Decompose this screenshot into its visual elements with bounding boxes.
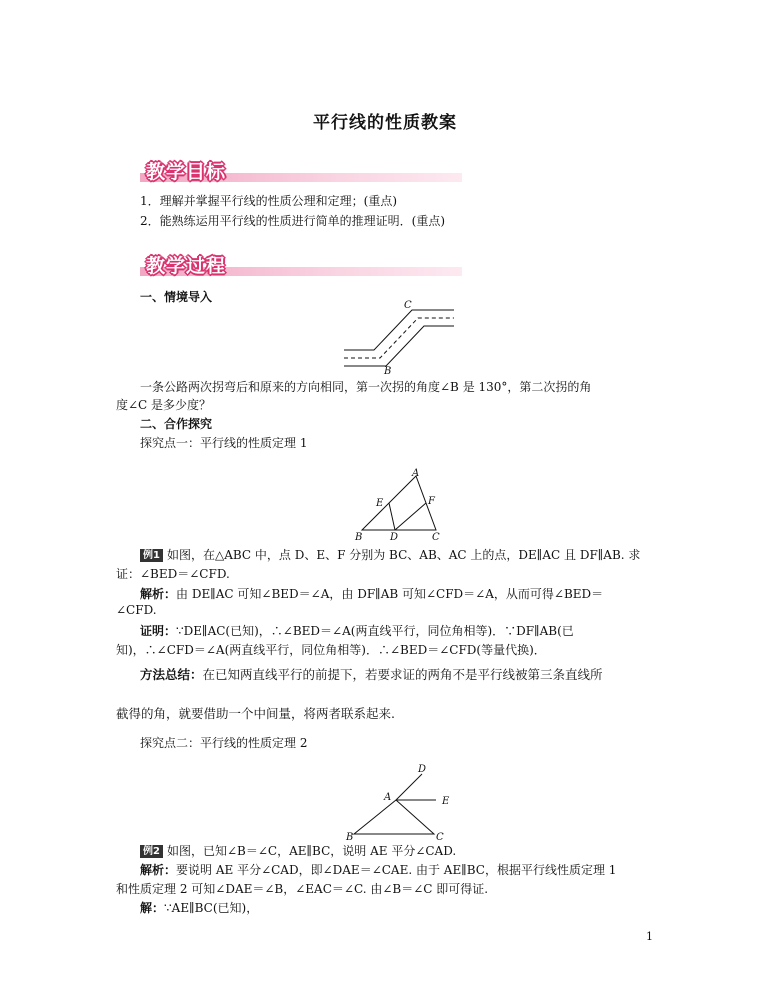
example2-analysis xyxy=(140,861,616,878)
label-c: C xyxy=(404,300,412,311)
proof-text: ∵DE∥AC(已知)，∴∠BED＝∠A(两直线平行，同位角相等)．∵DF∥AB(已 xyxy=(176,624,574,638)
solution-text: ∵AE∥BC(已知)， xyxy=(164,901,259,915)
explore-point-2: 探究点二：平行线的性质定理 2 xyxy=(140,736,308,750)
triangle-figure-1 xyxy=(350,466,450,544)
analysis-text: 由 DE∥AC 可知∠BED＝∠A，由 DF∥AB 可知∠CFD＝∠A，从而可得∠BED＝ xyxy=(176,587,604,601)
label-b: B xyxy=(346,832,354,842)
section-heading-label: 教学目标 xyxy=(146,161,227,183)
page-number: 1 xyxy=(646,930,653,943)
label-e: E xyxy=(442,796,450,807)
example1-analysis xyxy=(140,585,603,602)
explore-point-1: 探究点一：平行线的性质定理 1 xyxy=(140,436,308,450)
triangle-abc xyxy=(354,800,434,834)
example1-text: 如图，在△ABC 中，点 D、E、F 分别为 BC、AB、AC 上的点，DE∥AC 且 DF∥AB. 求 xyxy=(166,548,641,562)
part1-heading: 一、情境导入 xyxy=(140,290,213,304)
proof-label: 证明： xyxy=(140,624,177,638)
page-title: 平行线的性质教案 xyxy=(313,113,457,133)
section-heading-goals xyxy=(140,158,462,184)
label-a: A xyxy=(412,468,420,479)
method-text: 截得的角，就要借助一个中间量，将两者联系起来. xyxy=(116,706,395,721)
road-figure xyxy=(340,300,460,376)
analysis-text: 和性质定理 2 可知∠DAE＝∠B，∠EAC＝∠C. 由∠B＝∠C 即可得证. xyxy=(116,882,489,896)
example-tag: 例1 xyxy=(140,549,163,562)
label-d: D xyxy=(390,532,399,543)
label-a: A xyxy=(384,792,392,803)
triangle-abc xyxy=(362,476,436,530)
goal-item: 2．能熟练运用平行线的性质进行简单的推理证明．(重点) xyxy=(140,214,446,228)
part2-heading: 二、合作探究 xyxy=(140,417,213,431)
triangle-figure-2 xyxy=(340,762,460,842)
analysis-text: ∠CFD. xyxy=(116,603,157,617)
road-edge xyxy=(344,310,454,350)
example1-text: 证：∠BED＝∠CFD. xyxy=(116,567,230,581)
label-d: D xyxy=(418,764,427,775)
analysis-text: 要说明 AE 平分∠CAD，即∠DAE＝∠CAE. 由于 AE∥BC，根据平行线性质定理 1 xyxy=(176,863,617,877)
example2-text: 如图，已知∠B＝∠C，AE∥BC，说明 AE 平分∠CAD. xyxy=(166,844,457,858)
analysis-label: 解析： xyxy=(140,863,177,877)
goal-item: 1．理解并掌握平行线的性质公理和定理；(重点) xyxy=(140,194,397,208)
analysis-label: 解析： xyxy=(140,587,177,601)
part1-text: 一条公路两次拐弯后和原来的方向相同，第一次拐的角度∠B 是 130°，第二次拐的角 xyxy=(140,380,592,394)
label-f: F xyxy=(428,496,435,507)
label-b: B xyxy=(355,532,363,543)
ray-ad xyxy=(396,774,422,800)
proof-text: 知)，∴∠CFD＝∠A(两直线平行，同位角相等)．∴∠BED＝∠CFD(等量代换)． xyxy=(116,643,546,657)
segment-df xyxy=(395,503,426,530)
part1-text: 度∠C 是多少度？ xyxy=(116,398,212,412)
method-label: 方法总结： xyxy=(140,667,203,682)
section-heading-label: 教学过程 xyxy=(146,255,227,277)
example1-line xyxy=(140,546,640,563)
label-b: B xyxy=(384,366,392,376)
label-c: C xyxy=(436,832,444,842)
label-c: C xyxy=(432,532,440,543)
road-edge xyxy=(344,326,454,366)
segment-de xyxy=(389,503,395,530)
example2-line xyxy=(140,842,456,859)
label-e: E xyxy=(376,498,384,509)
example2-solution xyxy=(140,899,258,916)
method-summary xyxy=(140,665,603,683)
section-heading-process xyxy=(140,252,462,278)
example-tag: 例2 xyxy=(140,845,163,858)
solution-label: 解： xyxy=(140,901,165,915)
example1-proof xyxy=(140,622,574,639)
method-text: 在已知两直线平行的前提下，若要求证的两角不是平行线被第三条直线所 xyxy=(202,667,603,682)
